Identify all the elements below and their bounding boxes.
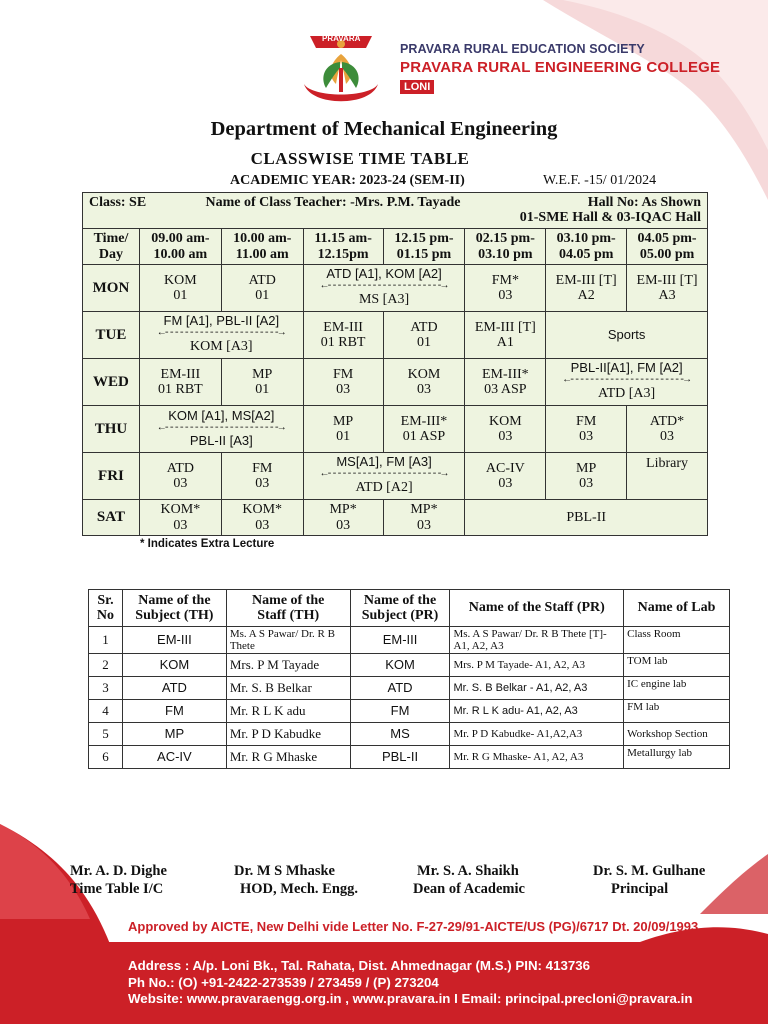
timetable [82,192,708,536]
row-saturday [83,500,708,536]
staff-pr: Mr. R L K adu- A1, A2, A3 [450,700,624,723]
signatory-role: HOD, Mech. Engg. [240,881,359,898]
subject-pr: KOM [350,654,450,677]
website-line: Website: www.pravaraengg.org.in , www.pravara.in I Email: principal.precloni@pravara.in [128,991,693,1007]
college-name: PRAVARA RURAL ENGINEERING COLLEGE [400,59,721,76]
lecture-cell: ATD 01 [221,265,303,312]
time-slot: 11.15 am- 12.15pm [303,229,383,265]
span-arrow: ←-----------------------→ [158,328,284,340]
day-label: TUE [83,312,140,359]
day-label: MON [83,265,140,312]
signatory-name: Dr. M S Mhaske [234,863,335,879]
contact-details [128,958,692,1008]
pbl-cell: PBL-II [465,500,708,536]
academic-year: ACADEMIC YEAR: 2023-24 (SEM-II) [230,173,465,188]
time-slot: 12.15 pm- 01.15 pm [383,229,465,265]
subject-pr: EM-III [350,627,450,654]
day-label: THU [83,406,140,453]
lecture-cell: KOM* 03 [221,500,303,536]
staff-th: Mr. R G Mhaske [226,746,350,769]
lecture-cell: EM-III [T] A1 [465,312,546,359]
table-row [89,677,730,700]
subject-th: MP [122,723,226,746]
lecture-cell: EM-III [T] A2 [546,265,627,312]
society-name: PRAVARA RURAL EDUCATION SOCIETY [400,42,645,56]
lecture-cell: AC-IV 03 [465,453,546,500]
batch-practical-cell: ATD [A1], KOM [A2] ←-----------------------→ MS [A3] [303,265,465,312]
organization-name [400,42,720,95]
signatory-name: Mr. A. D. Dighe [70,863,167,879]
library-cell: Library [627,453,708,500]
sr-no: 1 [89,627,123,654]
sr-no: 2 [89,654,123,677]
signature-block [70,862,167,898]
lecture-cell: EM-III [T] A3 [627,265,708,312]
staff-th: Mrs. P M Tayade [226,654,350,677]
hall-detail: 01-SME Hall & 03-IQAC Hall [519,210,701,226]
row-monday [83,265,708,312]
lecture-cell: FM 03 [221,453,303,500]
span-arrow: ←-----------------------→ [321,281,447,293]
subject-pr: ATD [350,677,450,700]
day-label: FRI [83,453,140,500]
sr-no: 3 [89,677,123,700]
staff-pr: Mrs. P M Tayade- A1, A2, A3 [450,654,624,677]
extra-lecture-note: * Indicates Extra Lecture [140,538,275,550]
row-thursday [83,406,708,453]
staff-table-header [89,590,730,627]
signatory-role: Time Table I/C [70,881,164,898]
lecture-cell: FM* 03 [465,265,546,312]
sr-no: 4 [89,700,123,723]
class-name: Class: SE [89,195,147,210]
location-badge: LONI [400,80,434,94]
staff-th: Mr. R L K adu [226,700,350,723]
subject-th: KOM [122,654,226,677]
document-title: CLASSWISE TIME TABLE [250,149,470,168]
time-day-label: Time/ Day [83,229,140,265]
lecture-cell: KOM* 03 [139,500,221,536]
lecture-cell: ATD 03 [139,453,221,500]
phone-line: Ph No.: (O) +91-2422-273539 / 273459 / (P) 273204 [128,974,439,990]
time-slot: 02.15 pm- 03.10 pm [465,229,546,265]
signature-block [234,862,358,898]
batch-practical-cell: PBL-II[A1], FM [A2] ←-----------------------→ ATD [A3] [546,359,708,406]
sr-no: 6 [89,746,123,769]
lab-name: TOM lab [624,654,730,677]
lecture-cell: MP* 03 [303,500,383,536]
table-row [89,700,730,723]
lecture-cell: EM-III 01 RBT [303,312,383,359]
signature-block [593,862,705,898]
lab-name: Metallurgy lab [624,746,730,769]
subject-pr: PBL-II [350,746,450,769]
table-row [89,746,730,769]
span-arrow: ←-----------------------→ [158,423,284,434]
staff-th: Mr. S. B Belkar [226,677,350,700]
hall-label: Hall No: As Shown [587,195,701,210]
lecture-cell: MP 01 [221,359,303,406]
lecture-cell: FM 03 [303,359,383,406]
subject-pr: MS [350,723,450,746]
lecture-cell: KOM 03 [383,359,465,406]
span-arrow: ←-----------------------→ [321,469,447,481]
address-line: Address : A/p. Loni Bk., Tal. Rahata, Dist. Ahmednagar (M.S.) PIN: 413736 [128,958,591,973]
subject-th: EM-III [122,627,226,654]
lecture-cell: KOM 03 [465,406,546,453]
lecture-cell: ATD* 03 [627,406,708,453]
row-wednesday [83,359,708,406]
signatory-name: Mr. S. A. Shaikh [417,863,519,879]
sports-cell: Sports [546,312,708,359]
lecture-cell: MP 01 [303,406,383,453]
row-friday [83,453,708,500]
table-row [89,627,730,654]
lecture-cell: ATD 01 [383,312,465,359]
col-header-staff-th: Name of the Staff (TH) [226,590,350,627]
subject-th: ATD [122,677,226,700]
staff-pr: Mr. P D Kabudke- A1,A2,A3 [450,723,624,746]
hall-info [520,195,701,226]
staff-table [88,589,730,769]
lecture-cell: EM-III* 01 ASP [383,406,465,453]
lab-name: IC engine lab [624,677,730,700]
staff-pr: Mr. S. B Belkar - A1, A2, A3 [450,677,624,700]
subject-th: FM [122,700,226,723]
signature-block [413,862,525,898]
batch-practical-cell: KOM [A1], MS[A2] ←-----------------------→ PBL-II [A3] [139,406,303,453]
aicte-approval: Approved by AICTE, New Delhi vide Letter No. F-27-29/91-AICTE/US (PG)/6717 Dt. 20/09/1993 [128,919,699,934]
signatory-role: Principal [611,881,669,898]
subject-pr: FM [350,700,450,723]
span-arrow: ←-----------------------→ [564,375,690,387]
signatory-name: Dr. S. M. Gulhane [593,863,706,879]
time-slots-row [83,229,708,265]
lecture-cell: KOM 01 [139,265,221,312]
lecture-cell: EM-III 01 RBT [139,359,221,406]
class-teacher: Name of Class Teacher: -Mrs. P.M. Tayade [205,195,461,210]
lecture-cell: FM 03 [546,406,627,453]
time-slot: 10.00 am- 11.00 am [221,229,303,265]
row-tuesday [83,312,708,359]
lab-name: FM lab [624,700,730,723]
time-slot: 03.10 pm- 04.05 pm [546,229,627,265]
department-title: Department of Mechanical Engineering [210,118,558,140]
col-header-staff-pr: Name of the Staff (PR) [450,590,624,627]
lab-name: Workshop Section [624,723,730,746]
col-header-subject-pr: Name of the Subject (PR) [350,590,450,627]
batch-practical-cell: MS[A1], FM [A3] ←-----------------------→ ATD [A2] [303,453,465,500]
time-slot: 09.00 am- 10.00 am [139,229,221,265]
day-label: SAT [83,500,140,536]
subject-th: AC-IV [122,746,226,769]
table-row [89,723,730,746]
staff-pr: Ms. A S Pawar/ Dr. R B Thete [T]- A1, A2, A3 [450,627,624,654]
sr-no: 5 [89,723,123,746]
logo-lettering: PRAVARA [322,34,361,43]
col-header-lab: Name of Lab [624,590,730,627]
staff-th: Mr. P D Kabudke [226,723,350,746]
table-row [89,654,730,677]
time-slot: 04.05 pm- 05.00 pm [627,229,708,265]
lab-name: Class Room [624,627,730,654]
staff-pr: Mr. R G Mhaske- A1, A2, A3 [450,746,624,769]
effective-date: W.E.F. -15/ 01/2024 [543,173,657,188]
lecture-cell: MP 03 [546,453,627,500]
header-swoosh-decoration [543,0,768,200]
col-header-subject-th: Name of the Subject (TH) [122,590,226,627]
lecture-cell: EM-III* 03 ASP [465,359,546,406]
timetable-header-row [83,193,708,229]
day-label: WED [83,359,140,406]
class-info-cell [83,193,708,229]
lecture-cell: MP* 03 [383,500,465,536]
signatory-role: Dean of Academic [413,881,525,898]
batch-practical-cell: FM [A1], PBL-II [A2] ←-----------------------→ KOM [A3] [139,312,303,359]
staff-th: Ms. A S Pawar/ Dr. R B Thete [226,627,350,654]
col-header-sr: Sr. No [89,590,123,627]
